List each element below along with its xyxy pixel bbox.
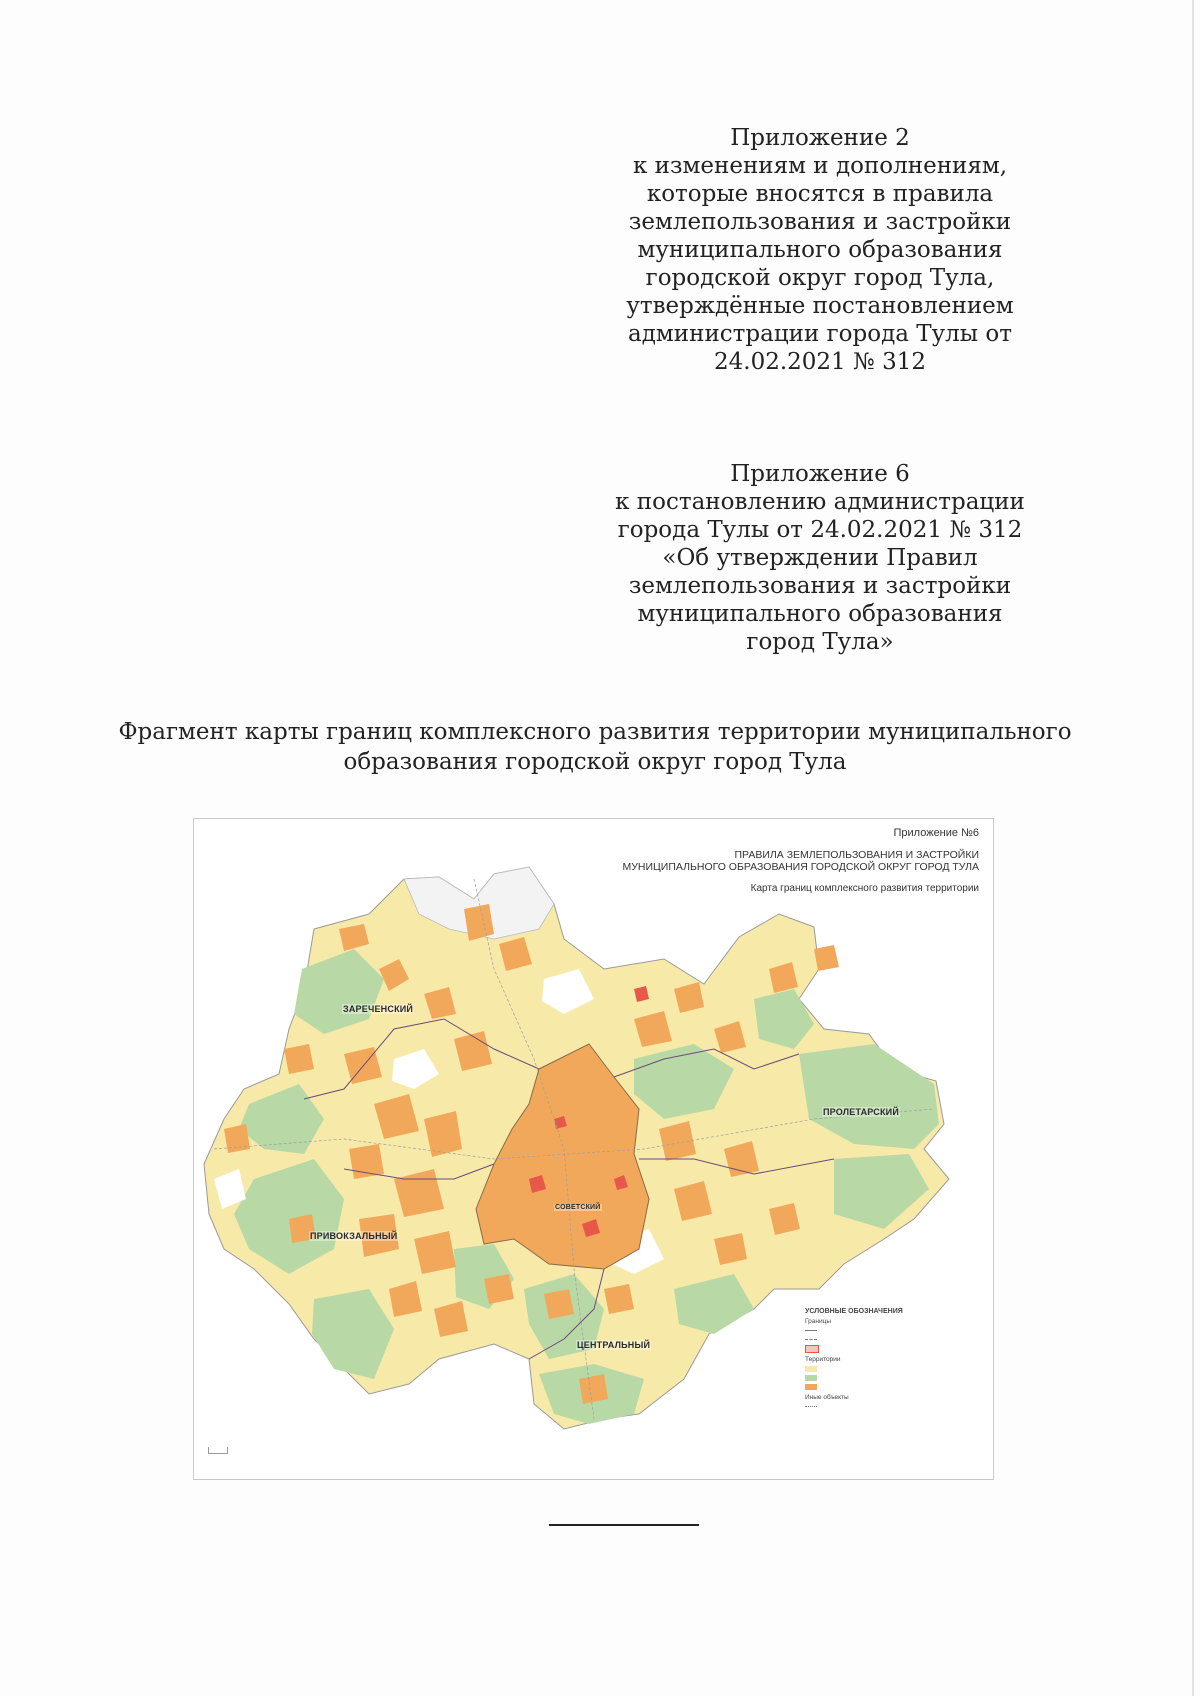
territory-map xyxy=(193,818,994,1480)
annex-2-line: к изменениям и дополнениям, xyxy=(632,153,1008,179)
settlement-area xyxy=(349,1144,384,1179)
document-heading xyxy=(60,717,1130,777)
district-label-sovetsky: СОВЕТСКИЙ xyxy=(555,1204,601,1211)
annex-2-line: муниципального образования xyxy=(637,237,1003,263)
map-title: Карта границ комплексного развития территории xyxy=(750,883,979,894)
scale-mark xyxy=(208,1447,228,1454)
district-label-tsentralny: ЦЕНТРАЛЬНЫЙ xyxy=(577,1340,651,1350)
legend-row xyxy=(805,1364,975,1373)
legend-urban-swatch xyxy=(805,1384,817,1390)
page-edge xyxy=(1192,0,1194,1696)
settlement-area xyxy=(484,1274,514,1304)
legend-title: УСЛОВНЫЕ ОБОЗНАЧЕНИЯ xyxy=(805,1308,903,1315)
legend-row xyxy=(805,1402,975,1411)
legend-row xyxy=(805,1335,975,1344)
legend-row xyxy=(805,1373,975,1382)
settlement-area xyxy=(579,1374,608,1404)
annex-6-line: город Тула» xyxy=(746,629,894,655)
map-legend xyxy=(801,1304,979,1415)
legend-line-swatch xyxy=(805,1406,817,1407)
legend-row xyxy=(805,1344,975,1353)
heading-line-2: образования городской округ город Тула xyxy=(343,749,847,775)
annex-2-line: Приложение 2 xyxy=(730,125,910,151)
annex-2-line: администрации города Тулы от xyxy=(628,321,1012,347)
annex-6-block xyxy=(590,460,1050,656)
legend-yellow-swatch xyxy=(805,1366,817,1372)
legend-section-other: Иные объекты xyxy=(805,1394,849,1401)
annex-2-line: землепользования и застройки xyxy=(628,209,1012,235)
annex-6-line: муниципального образования xyxy=(637,601,1003,627)
legend-green-swatch xyxy=(805,1375,817,1381)
map-header xyxy=(622,827,979,894)
annex-2-line: городской округ город Тула, xyxy=(645,265,995,291)
heading-line-1: Фрагмент карты границ комплексного развития территории муниципального xyxy=(118,719,1072,745)
settlement-area xyxy=(604,1284,634,1314)
district-label-zarechensky: ЗАРЕЧЕНСКИЙ xyxy=(343,1004,414,1014)
annex-6-line: Приложение 6 xyxy=(730,461,910,487)
annex-6-line: землепользования и застройки xyxy=(628,573,1012,599)
map-rules-line-2: МУНИЦИПАЛЬНОГО ОБРАЗОВАНИЯ ГОРОДСКОЙ ОКРУГ ГОРОД ТУЛА xyxy=(622,861,979,873)
annex-2-block xyxy=(590,124,1050,376)
legend-krt-swatch xyxy=(805,1345,819,1353)
annex-2-line: 24.02.2021 № 312 xyxy=(714,349,926,375)
annex-2-line: которые вносятся в правила xyxy=(646,181,994,207)
legend-row xyxy=(805,1326,975,1335)
legend-line-swatch xyxy=(805,1330,817,1331)
annex-2-line: утверждённые постановлением xyxy=(626,293,1014,319)
settlement-area xyxy=(284,1044,314,1074)
settlement-area xyxy=(814,945,839,971)
district-label-privokzalny: ПРИВОКЗАЛЬНЫЙ xyxy=(310,1231,398,1241)
annex-6-line: к постановлению администрации xyxy=(615,489,1025,515)
legend-line-swatch xyxy=(805,1339,817,1340)
legend-row xyxy=(805,1382,975,1391)
closing-line xyxy=(549,1524,699,1526)
map-annex-label: Приложение №6 xyxy=(893,827,979,839)
legend-section-territories: Территории xyxy=(805,1356,841,1363)
legend-section-borders: Границы xyxy=(805,1318,831,1325)
map-rules-line-1: ПРАВИЛА ЗЕМЛЕПОЛЬЗОВАНИЯ И ЗАСТРОЙКИ xyxy=(734,849,979,861)
settlement-area xyxy=(224,1124,250,1153)
annex-6-line: города Тулы от 24.02.2021 № 312 xyxy=(617,517,1023,543)
annex-6-line: «Об утверждении Правил xyxy=(662,545,978,571)
settlement-area xyxy=(544,1289,574,1319)
district-label-proletarsky: ПРОЛЕТАРСКИЙ xyxy=(823,1107,899,1117)
